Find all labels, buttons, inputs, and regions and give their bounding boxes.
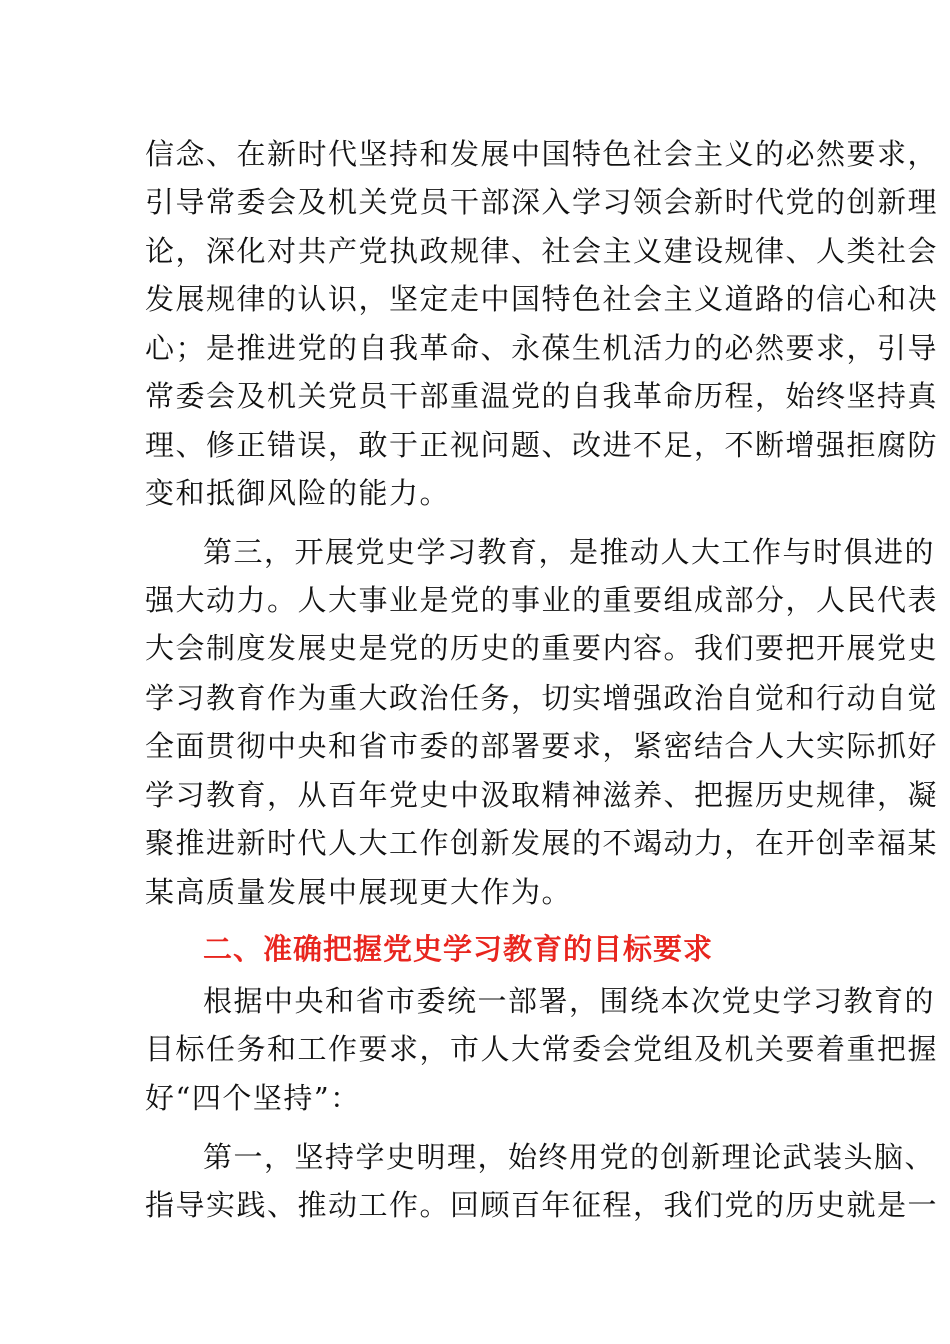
text-line: 信念、在新时代坚持和发展中国特色社会主义的必然要求，: [145, 137, 939, 171]
section-heading: 二、准确把握党史学习教育的目标要求: [203, 932, 714, 966]
paragraph-first-line: 第三，开展党史学习教育，是推动人大工作与时俱进的: [203, 535, 936, 569]
text-line: 学习教育作为重大政治任务，切实增强政治自觉和行动自觉: [145, 681, 939, 715]
text-line: 好“四个坚持”：: [145, 1081, 361, 1115]
text-line: 目标任务和工作要求，市人大常委会党组及机关要着重把握: [145, 1032, 939, 1066]
text-line: 学习教育，从百年党史中汲取精神滋养、把握历史规律，凝: [145, 778, 939, 812]
text-line: 发展规律的认识，坚定走中国特色社会主义道路的信心和决: [145, 282, 939, 316]
text-line: 理、修正错误，敢于正视问题、改进不足，不断增强拒腐防: [145, 428, 939, 462]
text-line: 常委会及机关党员干部重温党的自我革命历程，始终坚持真: [145, 379, 939, 413]
text-line: 变和抵御风险的能力。: [145, 476, 451, 510]
text-line: 聚推进新时代人大工作创新发展的不竭动力，在开创幸福某: [145, 826, 939, 860]
text-line: 强大动力。人大事业是党的事业的重要组成部分，人民代表: [145, 583, 939, 617]
text-line: 全面贯彻中央和省市委的部署要求，紧密结合人大实际抓好: [145, 729, 939, 763]
text-line: 大会制度发展史是党的历史的重要内容。我们要把开展党史: [145, 631, 939, 665]
paragraph-first-line: 根据中央和省市委统一部署，围绕本次党史学习教育的: [203, 984, 936, 1018]
text-line: 论，深化对共产党执政规律、社会主义建设规律、人类社会: [145, 234, 939, 268]
text-line: 指导实践、推动工作。回顾百年征程，我们党的历史就是一: [145, 1188, 939, 1222]
text-line: 某高质量发展中展现更大作为。: [145, 875, 573, 909]
paragraph-first-line: 第一，坚持学史明理，始终用党的创新理论武装头脑、: [203, 1140, 936, 1174]
text-line: 引导常委会及机关党员干部深入学习领会新时代党的创新理: [145, 185, 939, 219]
text-line: 心；是推进党的自我革命、永葆生机活力的必然要求，引导: [145, 331, 939, 365]
